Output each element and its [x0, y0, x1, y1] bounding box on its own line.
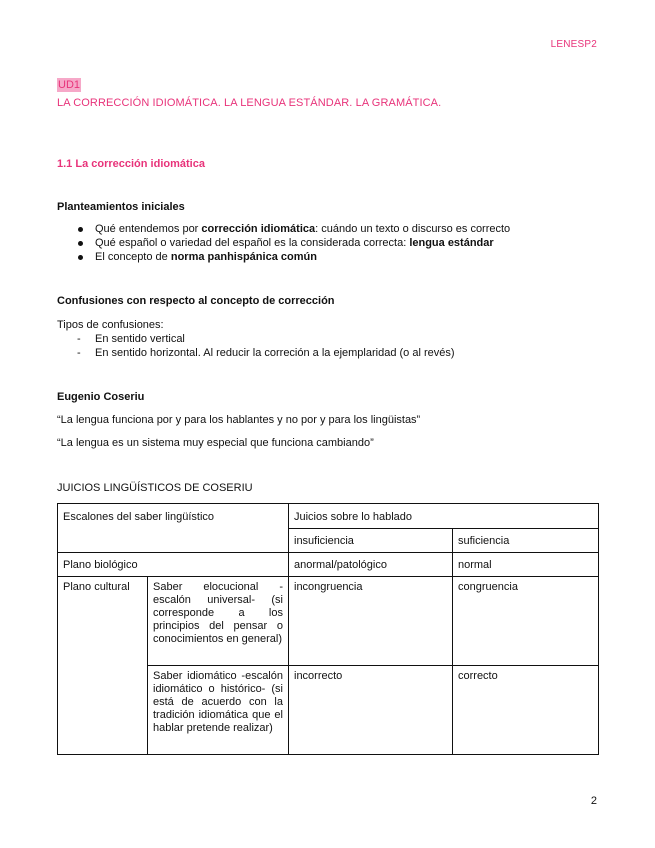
bullet-icon	[78, 255, 83, 260]
cell-insuficiencia: incongruencia	[289, 577, 453, 666]
list-item: Qué entendemos por corrección idiomática: cuándo un texto o discurso es correcto	[57, 222, 510, 236]
cell-suficiencia: normal	[453, 553, 599, 577]
row-label-plano-cultural: Plano cultural	[58, 577, 148, 755]
unit-title: LA CORRECCIÓN IDIOMÁTICA. LA LENGUA ESTÁNDAR. LA GRAMÁTICA.	[57, 97, 442, 109]
list-item: Qué español o variedad del español es la considerada correcta: lengua estándar	[57, 236, 510, 250]
cell-suficiencia: congruencia	[453, 577, 599, 666]
confusiones-intro: Tipos de confusiones:	[57, 319, 164, 331]
col-suficiencia: suficiencia	[453, 529, 599, 553]
cell-suficiencia: correcto	[453, 666, 599, 755]
confusiones-list	[57, 332, 455, 360]
unit-tag: UD1	[58, 79, 81, 91]
dash-icon: -	[77, 333, 81, 345]
bullet-icon	[78, 227, 83, 232]
table-header-juicios: Juicios sobre lo hablado	[289, 504, 599, 529]
table-row	[58, 577, 599, 666]
dash-icon: -	[77, 347, 81, 359]
table-row	[58, 504, 599, 529]
col-insuficiencia: insuficiencia	[289, 529, 453, 553]
planteamientos-list	[57, 222, 510, 264]
page-number: 2	[590, 795, 597, 807]
coseriu-quote-1: “La lengua funciona por y para los hablantes y no por y para los lingüistas”	[57, 414, 421, 426]
juicios-table	[57, 503, 599, 755]
list-item: - En sentido horizontal. Al reducir la correción a la ejemplaridad (o al revés)	[77, 347, 455, 359]
row-label-plano-biologico: Plano biológico	[58, 553, 289, 577]
section-title: 1.1 La corrección idiomática	[57, 158, 205, 170]
header-code: LENESP2	[550, 39, 597, 50]
cell-saber-elocucional: Saber elocucional -escalón universal- (si corresponde a los principios del pensar o conocimientos en general)	[148, 577, 289, 666]
cell-insuficiencia: anormal/patológico	[289, 553, 453, 577]
table-row	[58, 553, 599, 577]
bullet-icon	[78, 241, 83, 246]
cell-saber-idiomatico: Saber idiomático -escalón idiomático o histórico- (si está de acuerdo con la tradición idiomática que el hablar pretende realizar)	[148, 666, 289, 755]
planteamientos-heading: Planteamientos iniciales	[57, 201, 185, 213]
table-header-escalones: Escalones del saber lingüístico	[58, 504, 289, 553]
table-title: JUICIOS LINGÜÍSTICOS DE COSERIU	[57, 482, 253, 494]
coseriu-heading: Eugenio Coseriu	[57, 391, 145, 403]
coseriu-quote-2: “La lengua es un sistema muy especial que funciona cambiando”	[57, 437, 374, 449]
list-item: - En sentido vertical	[77, 333, 185, 345]
list-item: El concepto de norma panhispánica común	[57, 250, 510, 264]
confusiones-heading: Confusiones con respecto al concepto de corrección	[57, 295, 335, 307]
cell-insuficiencia: incorrecto	[289, 666, 453, 755]
